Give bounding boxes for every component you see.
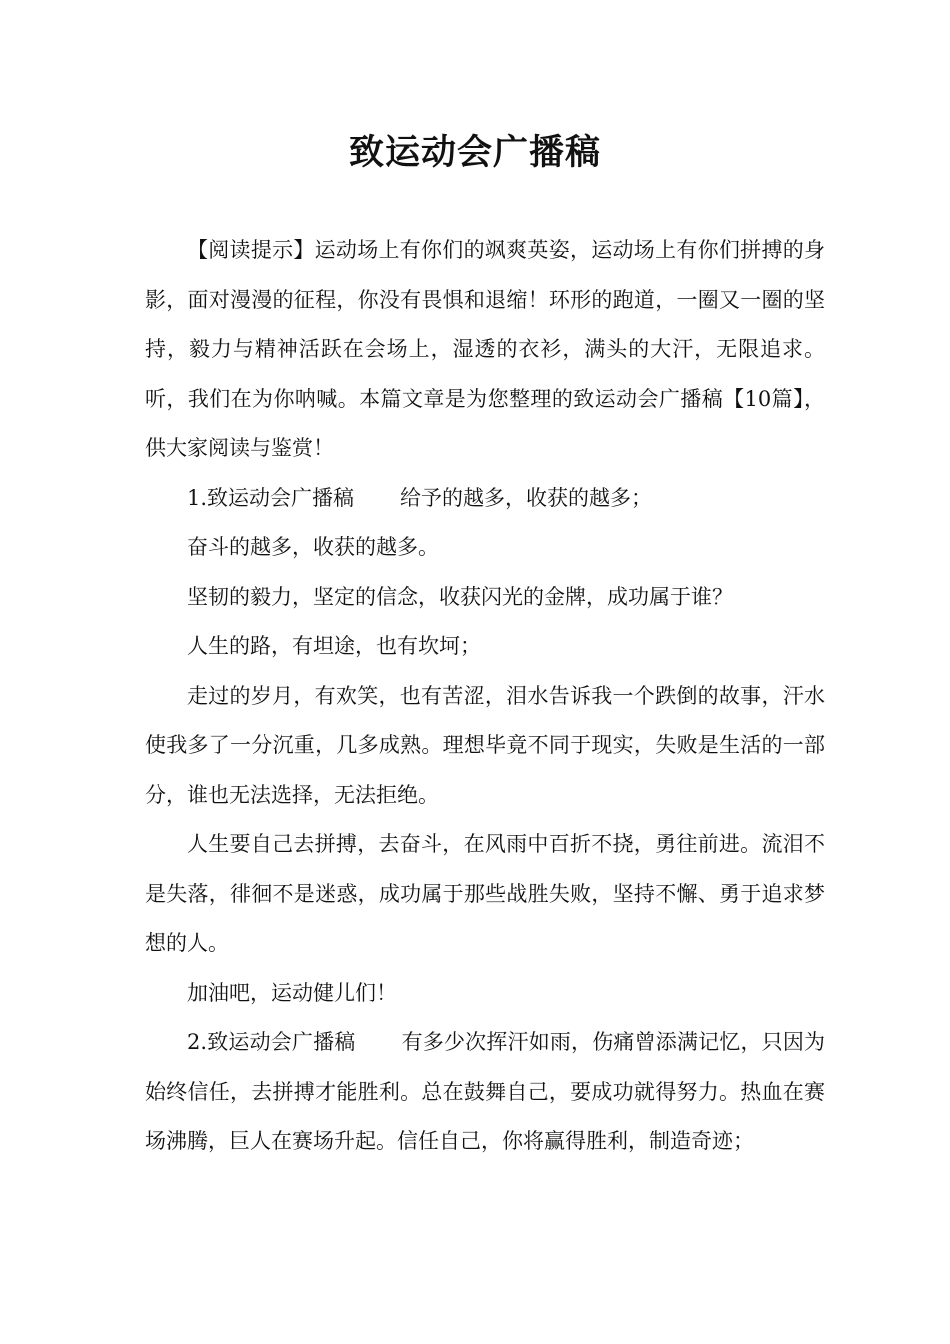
section-2-heading: 2.致运动会广播稿 (187, 1030, 356, 1054)
section-2-lead: 有多少次挥汗如雨，伤痛曾添满记忆，只因为始终信任，去拼搏才能胜利。总在鼓舞自己，要成功就得努力。热血在赛场沸腾，巨人在赛场升起。信任自己，你将赢得胜利，制造奇迹； (145, 1030, 825, 1153)
paragraph-5: 走过的岁月，有欢笑，也有苦涩，泪水告诉我一个跌倒的故事，汗水使我多了一分沉重，几多成熟。理想毕竟不同于现实，失败是生活的一部分，谁也无法选择，无法拒绝。 (145, 683, 825, 807)
section-2-paragraph (145, 1018, 825, 1167)
section-1-heading: 1.致运动会广播稿 (187, 485, 355, 510)
paragraph-7: 加油吧，运动健儿们！ (187, 980, 397, 1005)
section-1-paragraph (145, 474, 825, 524)
paragraph-6: 人生要自己去拼搏，去奋斗，在风雨中百折不挠，勇往前进。流泪不是失落，徘徊不是迷惑，成功属于那些战胜失败，坚持不懈、勇于追求梦想的人。 (145, 832, 825, 955)
document-body (145, 226, 825, 1167)
intro-paragraph: 【阅读提示】运动场上有你们的飒爽英姿，运动场上有你们拼搏的身影，面对漫漫的征程，你没有畏惧和退缩！环形的跑道，一圈又一圈的坚持，毅力与精神活跃在会场上，湿透的衣衫，满头的大汗，无限追求。听，我们在为你呐喊。本篇文章是为您整理的致运动会广播稿【10篇】，供大家阅读与鉴赏！ (145, 238, 825, 460)
paragraph-3: 坚韧的毅力，坚定的信念，收获闪光的金牌，成功属于谁？ (187, 584, 733, 609)
document-title: 致运动会广播稿 (348, 133, 601, 173)
paragraph-4: 人生的路，有坦途，也有坎坷； (187, 634, 481, 658)
section-1-lead: 给予的越多，收获的越多； (400, 485, 653, 510)
paragraph-2: 奋斗的越多，收获的越多。 (187, 535, 439, 559)
